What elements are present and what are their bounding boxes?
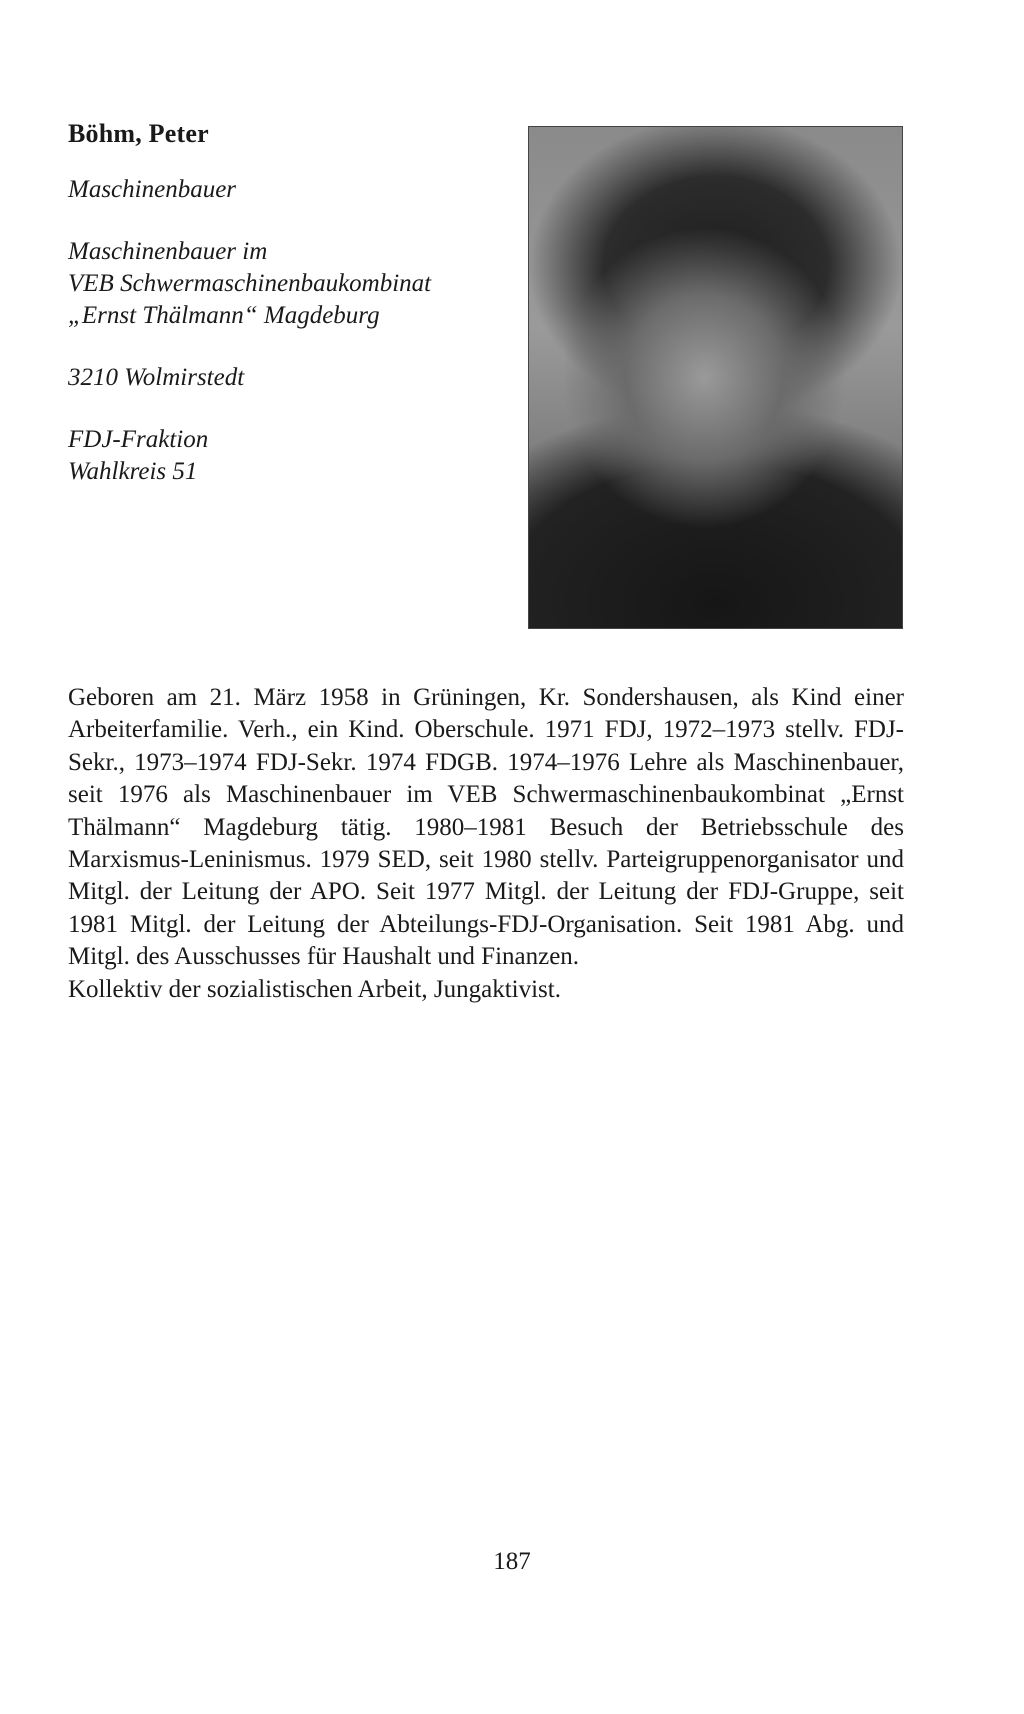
profession-block: [68, 174, 508, 206]
biography-text: Geboren am 21. März 1958 in Grüningen, Kr. Sondershausen, als Kind einer Arbeiterfamilie. Verh., ein Kind. Oberschule. 1971 FDJ, 1972–1973 stellv. FDJ-Sekr., 1973–1974 FDJ-Sekr. 1974 FDGB. 1974–1976 Lehre als Maschinenbauer, seit 1976 als Maschinenbauer im VEB Schwermaschinenbaukombinat „Ernst Thälmann“ Magdeburg tätig. 1980–1981 Besuch der Betriebsschule des Marxismus-Leninismus. 1979 SED, seit 1980 stellv. Parteigruppenorganisator und Mitgl. der Leitung der APO. Seit 1977 Mitgl. der Leitung der FDJ-Gruppe, seit 1981 Mitgl. der Leitung der Abteilungs-FDJ-Organisation. Seit 1981 Abg. und Mitgl. des Ausschusses für Haushalt und Finanzen.: [68, 684, 904, 971]
constituency: Wahlkreis 51: [68, 458, 198, 485]
workplace-block: [68, 236, 508, 332]
person-name: Böhm, Peter: [68, 119, 209, 148]
entry-header: [68, 118, 508, 518]
residence: 3210 Wolmirstedt: [68, 364, 245, 391]
portrait-photo: [528, 126, 903, 629]
profession: Maschinenbauer: [68, 176, 237, 203]
biography-section: [68, 682, 904, 1006]
faction-block: [68, 424, 508, 488]
page-number: 187: [493, 1548, 531, 1575]
workplace-line: VEB Schwermaschinenbaukombinat: [68, 270, 432, 297]
workplace-line: „Ernst Thälmann“ Magdeburg: [68, 302, 380, 329]
awards-text: Kollektiv der sozialistischen Arbeit, Jungaktivist.: [68, 975, 561, 1003]
workplace-line: Maschinenbauer im: [68, 238, 268, 265]
faction: FDJ-Fraktion: [68, 426, 209, 453]
residence-block: [68, 362, 508, 394]
